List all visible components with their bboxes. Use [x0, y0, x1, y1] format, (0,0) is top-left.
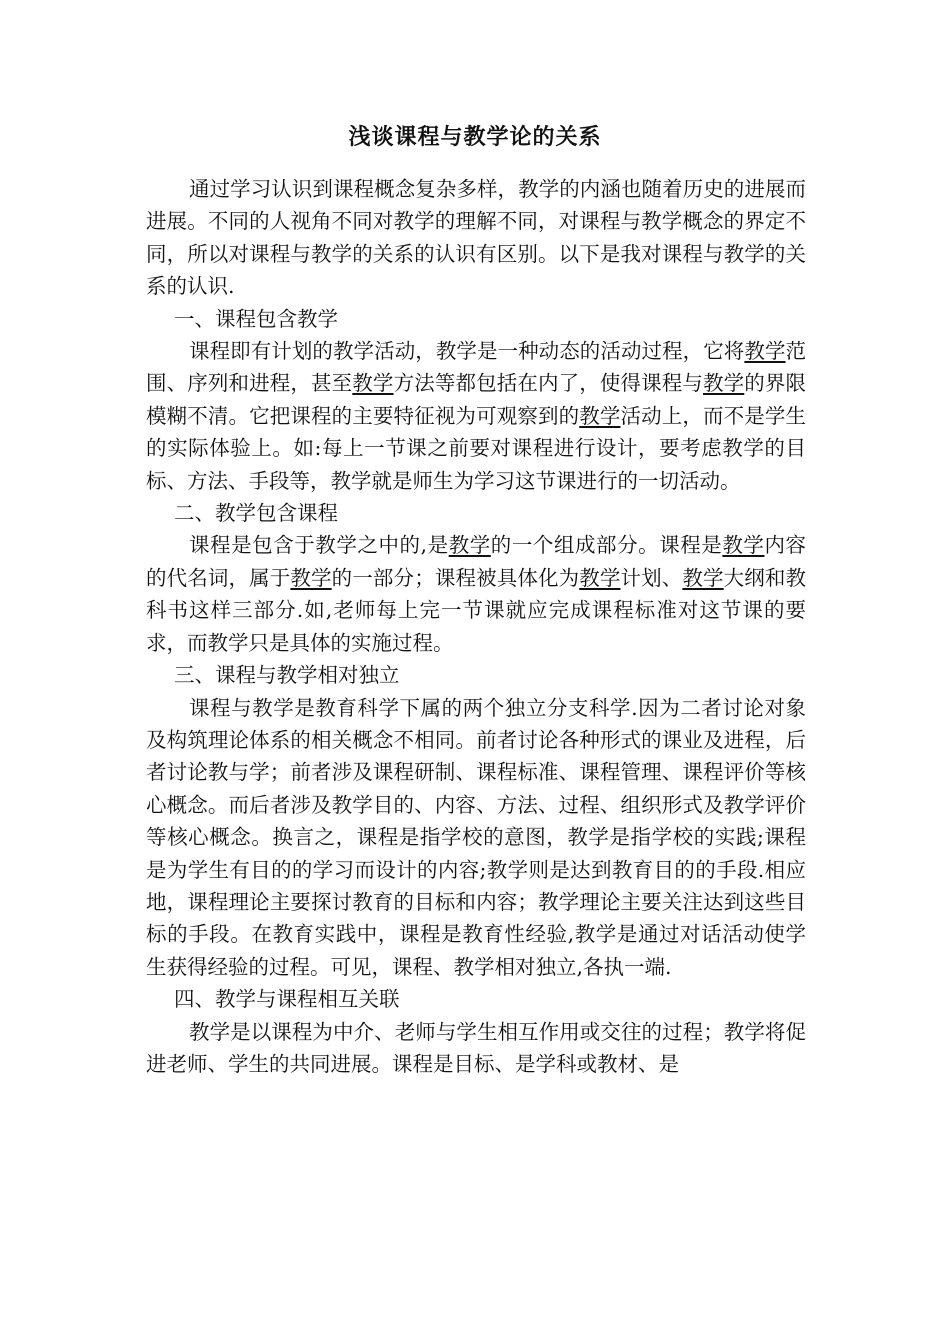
text-run: 四、教学与课程相互关联: [174, 987, 400, 1012]
underlined-term: 教学: [352, 371, 394, 396]
text-run: 三、课程与教学相对独立: [174, 663, 400, 688]
section-heading: [146, 303, 806, 335]
body-paragraph: [146, 529, 806, 659]
body-paragraph: [146, 692, 806, 984]
document-title: 浅谈课程与教学论的关系: [348, 125, 602, 150]
section-heading: [146, 659, 806, 691]
underlined-term: 教学: [448, 533, 491, 558]
text-run: 一、课程包含教学: [174, 306, 338, 331]
text-run: 范围、序列和进程，甚至: [146, 339, 807, 396]
text-run: 二、教学包含课程: [174, 501, 338, 526]
text-run: 计划、: [620, 565, 683, 590]
underlined-term: 教学: [703, 371, 745, 396]
section-heading: [146, 497, 806, 529]
text-run: 活动上，而不是学生的实际体验上。如:每上一节课之前要对课程进行设计，要考虑教学的目标、方法、手段等，教学就是师生为学习这节课进行的一切活动。: [146, 403, 807, 493]
section-heading: [146, 983, 806, 1015]
document-body: [146, 173, 806, 1080]
text-run: 通过学习认识到课程概念复杂多样，教学的内涵也随着历史的进展而进展。不同的人视角不同对教学的理解不同，对课程与教学概念的界定不同，所以对课程与教学的关系的认识有区别。以下是我对课程与教学的关系的认识.: [146, 177, 806, 299]
body-paragraph: [146, 1016, 806, 1081]
text-run: 的界限模糊不清。它把课程的主要特征视为可观察到的: [146, 371, 807, 428]
text-run: 课程与教学是教育科学下属的两个独立分支科学.因为二者讨论对象及构筑理论体系的相关概念不相同。前者讨论各种形式的课业及进程，后者讨论教与学；前者涉及课程研制、课程标准、课程管理、课程评价等核心概念。而后者涉及教学目的、内容、方法、过程、组织形式及教学评价等核心概念。换言之，课程是指学校的意图，教学是指学校的实践;课程是为学生有目的的学习而设计的内容;教学则是达到教育目的的手段.相应地，课程理论主要探讨教育的目标和内容；教学理论主要关注达到这些目标的手段。在教育实践中，课程是教育性经验,教学是通过对话活动使学生获得经验的过程。可见，课程、教学相对独立,各执一端.: [146, 695, 806, 979]
underlined-term: 教学: [682, 565, 724, 590]
underlined-term: 教学: [579, 403, 621, 428]
text-run: 课程即有计划的教学活动，教学是一种动态的活动过程，它将: [189, 339, 745, 364]
text-run: 教学是以课程为中介、老师与学生相互作用或交往的过程；教学将促进老师、学生的共同进展。课程是目标、是学科或教材、是: [146, 1019, 806, 1076]
body-paragraph: [146, 335, 806, 497]
underlined-term: 教学: [722, 533, 765, 558]
text-run: 内容的代名词，属于: [146, 533, 807, 590]
text-run: 方法等都包括在内了，使得课程与: [393, 371, 703, 396]
text-run: 大纲和教科书这样三部分.如,老师每上完一节课就应完成课程标准对这节课的要求，而教学只是具体的实施过程。: [146, 565, 807, 655]
underlined-term: 教学: [290, 565, 332, 590]
text-run: 的一部分；课程被具体化为: [331, 565, 580, 590]
text-run: 课程是包含于教学之中的,是: [189, 533, 449, 558]
underlined-term: 教学: [744, 339, 786, 364]
body-paragraph: [146, 173, 806, 303]
underlined-term: 教学: [579, 565, 621, 590]
text-run: 的一个组成部分。课程是: [490, 533, 723, 558]
